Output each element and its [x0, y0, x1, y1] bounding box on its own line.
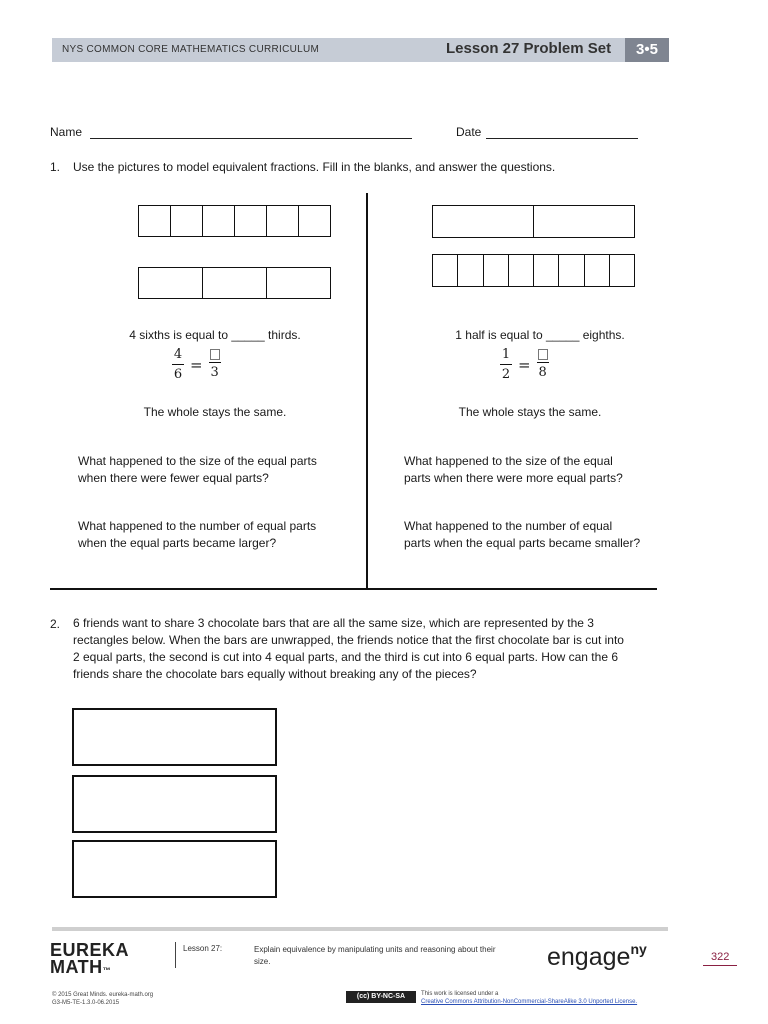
- chocolate-bar-3[interactable]: [72, 840, 277, 898]
- bar-part: [559, 255, 584, 286]
- module-badge: 3•5: [625, 38, 669, 62]
- bar-part: [203, 206, 235, 236]
- section-divider: [50, 588, 657, 590]
- bar-part: [267, 206, 299, 236]
- left-statement: 4 sixths is equal to _____ thirds.: [129, 328, 301, 342]
- license-text: This work is licensed under a: [421, 991, 499, 997]
- fraction-bar: [500, 364, 512, 365]
- name-label: Name: [50, 125, 83, 139]
- problem-line: rectangles below. When the bars are unwrapped, the friends notice that the first chocolate bar is cut into: [73, 633, 624, 647]
- right-whole-note: The whole stays the same.: [458, 405, 602, 419]
- problem-2-number: 2.: [50, 617, 61, 631]
- curriculum-label: NYS COMMON CORE MATHEMATICS CURRICULUM: [62, 44, 320, 55]
- right-equation: [500, 347, 549, 382]
- question-line: parts when the equal parts became smaller?: [404, 536, 641, 550]
- copyright-line: © 2015 Great Minds. eureka-math.org: [52, 992, 154, 998]
- fraction: [209, 349, 221, 380]
- problem-line: 2 equal parts, the second is cut into 4 equal parts, and the third is cut into 6 equal parts. How can the 6: [73, 650, 618, 664]
- numerator: 4: [173, 347, 183, 362]
- left-equation: [172, 347, 221, 382]
- question-line: when there were fewer equal parts?: [78, 471, 269, 485]
- question-line: What happened to the size of the equal parts: [78, 454, 317, 468]
- right-question-1: [404, 453, 623, 487]
- copyright: [52, 991, 153, 1007]
- logo-math: MATH: [50, 957, 103, 977]
- denominator: 2: [501, 367, 511, 382]
- date-field[interactable]: [486, 126, 638, 139]
- bar-part: [534, 255, 559, 286]
- answer-box[interactable]: [538, 349, 548, 360]
- fraction: [172, 347, 184, 382]
- license-notice: [421, 990, 637, 1006]
- bar-part: [235, 206, 267, 236]
- equals-sign: =: [190, 355, 203, 374]
- footer-rule: [52, 927, 668, 931]
- name-field[interactable]: [90, 126, 412, 139]
- engage-text: engage: [547, 943, 631, 971]
- left-question-2: [78, 518, 316, 552]
- question-line: What happened to the size of the equal: [404, 454, 613, 468]
- bar-part: [139, 206, 171, 236]
- lesson-title: Lesson 27 Problem Set: [446, 40, 612, 57]
- eighths-bar: [432, 254, 635, 287]
- halves-bar: [432, 205, 635, 238]
- fraction: [500, 347, 512, 382]
- bar-part: [139, 268, 203, 298]
- description-line: size.: [254, 957, 271, 966]
- numerator: 1: [501, 347, 511, 362]
- bar-part: [433, 255, 458, 286]
- bar-part: [267, 268, 330, 298]
- bar-part: [484, 255, 509, 286]
- logo-line: EUREKA: [50, 940, 130, 960]
- fraction-bar: [537, 362, 549, 363]
- bar-part: [299, 206, 330, 236]
- license-link[interactable]: Creative Commons Attribution-NonCommercial-ShareAlike 3.0 Unported License.: [421, 999, 638, 1005]
- problem-2-text: [73, 615, 673, 683]
- page-number: 322: [703, 951, 737, 966]
- chocolate-bar-2[interactable]: [72, 775, 277, 833]
- chocolate-bar-1[interactable]: [72, 708, 277, 766]
- fraction: [537, 349, 549, 380]
- thirds-bar: [138, 267, 331, 299]
- cc-license-badge: (cc) BY-NC-SA: [346, 991, 416, 1003]
- sixths-bar: [138, 205, 331, 237]
- problem-1-number: 1.: [50, 160, 61, 174]
- fraction-bar: [209, 362, 221, 363]
- equals-sign: =: [518, 355, 531, 374]
- problem-line: 6 friends want to share 3 chocolate bars that are all the same size, which are represented by the 3: [73, 616, 594, 630]
- date-label: Date: [456, 125, 482, 139]
- fraction-bar: [172, 364, 184, 365]
- ny-text: ny: [630, 941, 647, 957]
- bar-part: [433, 206, 534, 237]
- bar-part: [534, 206, 634, 237]
- trademark: ™: [102, 966, 112, 975]
- denominator: 8: [538, 365, 547, 380]
- bar-part: [203, 268, 267, 298]
- problem-line: friends share the chocolate bars equally without breaking any of the pieces?: [73, 667, 477, 681]
- problem-1-text: Use the pictures to model equivalent fractions. Fill in the blanks, and answer the questions.: [73, 160, 556, 174]
- footer-separator: [175, 942, 176, 968]
- answer-box[interactable]: [210, 349, 220, 360]
- logo-line: [50, 959, 129, 979]
- bar-part: [509, 255, 534, 286]
- right-statement: 1 half is equal to _____ eighths.: [455, 328, 625, 342]
- question-line: What happened to the number of equal: [404, 519, 613, 533]
- eureka-math-logo: [50, 942, 129, 979]
- question-line: What happened to the number of equal parts: [78, 519, 317, 533]
- bar-part: [458, 255, 483, 286]
- left-question-1: [78, 453, 317, 487]
- bar-part: [585, 255, 610, 286]
- engageny-logo: [547, 943, 647, 972]
- question-line: when the equal parts became larger?: [78, 536, 277, 550]
- denominator: 6: [173, 367, 183, 382]
- bar-part: [610, 255, 634, 286]
- footer-lesson-label: Lesson 27:: [183, 944, 223, 953]
- bar-part: [171, 206, 203, 236]
- description-line: Explain equivalence by manipulating units and reasoning about their: [254, 945, 496, 954]
- left-whole-note: The whole stays the same.: [143, 405, 287, 419]
- denominator: 3: [210, 365, 219, 380]
- footer-lesson-description: [254, 944, 496, 968]
- right-question-2: [404, 518, 640, 552]
- copyright-line: G3-M5-TE-1.3.0-06.2015: [52, 1000, 120, 1006]
- question-line: parts when there were more equal parts?: [404, 471, 623, 485]
- column-divider: [366, 193, 368, 589]
